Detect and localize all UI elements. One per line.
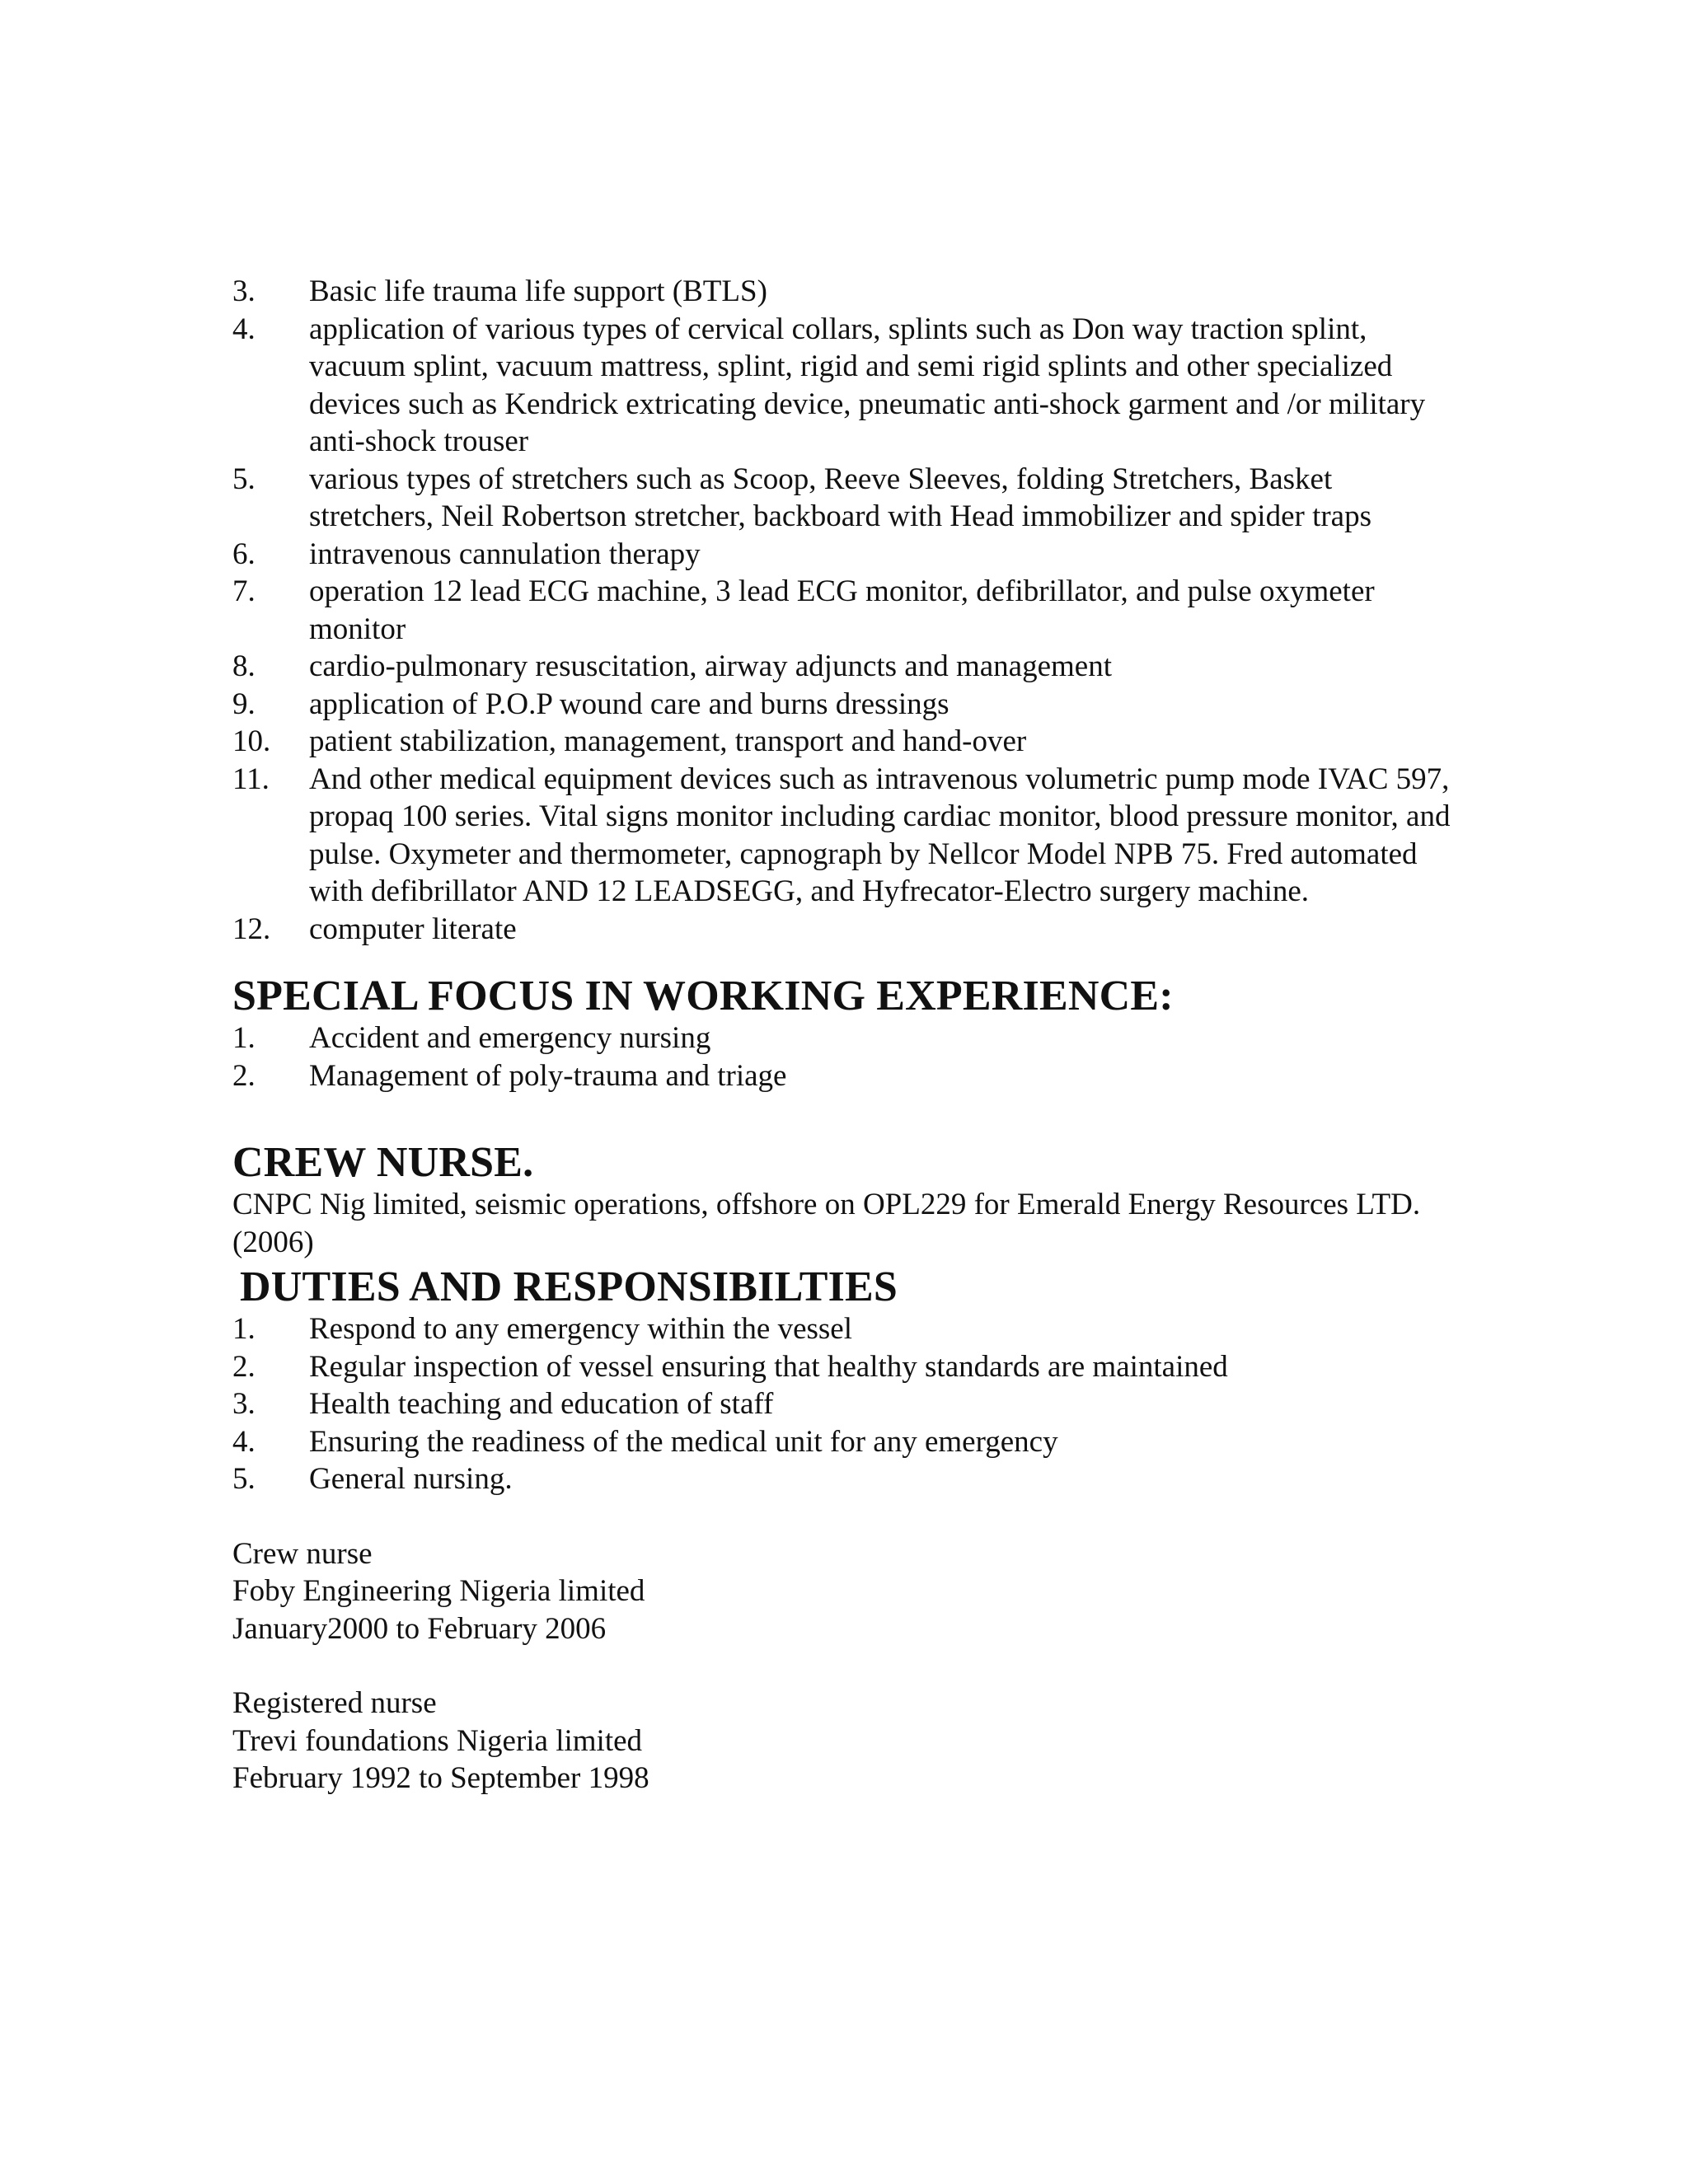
list-item-text: operation 12 lead ECG machine, 3 lead ECG monitor, defibrillator, and pulse oxymeter monitor <box>309 574 1375 646</box>
list-number: 5. <box>232 462 256 496</box>
list-number: 5. <box>232 1462 256 1496</box>
job-period: January2000 to February 2006 <box>232 1611 607 1646</box>
document-page <box>232 273 1452 1797</box>
crew-nurse-description: CNPC Nig limited, seismic operations, offshore on OPL229 for Emerald Energy Resources LTD. (2006) <box>232 1188 1421 1259</box>
list-item-text: And other medical equipment devices such as intravenous volumetric pump mode IVAC 597, propaq 100 series. Vital signs monitor including cardiac monitor, blood pressure monitor, and pulse. Oxymeter and thermometer, capnograph by Nellcor Model NPB 75. Fred automated with defibrillator AND 12 LEADSEGG, and Hyfrecator-Electro surgery machine. <box>309 762 1451 908</box>
list-number: 4. <box>232 1424 256 1459</box>
list-item <box>232 686 1452 724</box>
list-number: 10. <box>232 724 271 758</box>
job-company: Trevi foundations Nigeria limited <box>232 1723 643 1758</box>
list-item-text: application of various types of cervical collars, splints such as Don way traction splint, vacuum splint, vacuum mattress, splint, rigid and semi rigid splints and other specialized devices such as Kendrick extricating device, pneumatic anti-shock garment and /or military anti-shock trouser <box>309 312 1426 458</box>
list-number: 1. <box>232 1312 256 1346</box>
job-period: February 1992 to September 1998 <box>232 1761 649 1795</box>
focus-list <box>232 1019 1452 1094</box>
list-item-text: patient stabilization, management, transport and hand-over <box>309 724 1027 758</box>
list-number: 7. <box>232 574 256 608</box>
list-item-text: Management of poly-trauma and triage <box>309 1058 787 1093</box>
list-item-text: Regular inspection of vessel ensuring that healthy standards are maintained <box>309 1349 1228 1384</box>
list-item <box>232 1348 1452 1386</box>
list-number: 11. <box>232 762 270 796</box>
list-item-text: cardio-pulmonary resuscitation, airway adjuncts and management <box>309 649 1112 683</box>
list-item-text: computer literate <box>309 912 517 946</box>
list-item <box>232 311 1452 461</box>
job-title: Registered nurse <box>232 1686 437 1720</box>
duties-list <box>232 1310 1452 1498</box>
list-item-text: General nursing. <box>309 1462 513 1496</box>
list-number: 6. <box>232 537 256 571</box>
list-item-text: Respond to any emergency within the vessel <box>309 1312 853 1346</box>
list-item-text: intravenous cannulation therapy <box>309 537 701 571</box>
job-company: Foby Engineering Nigeria limited <box>232 1574 645 1608</box>
list-item <box>232 911 1452 949</box>
list-number: 2. <box>232 1058 256 1093</box>
list-item <box>232 461 1452 536</box>
list-item <box>232 273 1452 311</box>
crew-nurse-heading: CREW NURSE. <box>232 1139 534 1186</box>
list-number: 3. <box>232 1387 256 1421</box>
list-item <box>232 1423 1452 1461</box>
list-number: 8. <box>232 649 256 683</box>
list-item-text: various types of stretchers such as Scoop, Reeve Sleeves, folding Stretchers, Basket stretchers, Neil Robertson stretcher, backboard with Head immobilizer and spider traps <box>309 462 1372 533</box>
job-title: Crew nurse <box>232 1536 373 1571</box>
list-item-text: Accident and emergency nursing <box>309 1021 711 1055</box>
list-item <box>232 723 1452 761</box>
list-item <box>232 573 1452 648</box>
list-item <box>232 1057 1452 1095</box>
job-entry <box>232 1535 1452 1648</box>
list-item <box>232 536 1452 574</box>
list-item-text: Basic life trauma life support (BTLS) <box>309 274 767 308</box>
special-focus-heading: SPECIAL FOCUS IN WORKING EXPERIENCE: <box>232 972 1174 1019</box>
list-number: 2. <box>232 1349 256 1384</box>
list-number: 1. <box>232 1021 256 1055</box>
list-number: 4. <box>232 312 256 346</box>
skills-list <box>232 273 1452 948</box>
list-number: 3. <box>232 274 256 308</box>
list-number: 12. <box>232 912 271 946</box>
list-number: 9. <box>232 687 256 721</box>
list-item-text: Health teaching and education of staff <box>309 1387 774 1421</box>
list-item <box>232 761 1452 911</box>
list-item <box>232 1460 1452 1498</box>
list-item <box>232 1385 1452 1423</box>
list-item-text: Ensuring the readiness of the medical unit for any emergency <box>309 1424 1058 1459</box>
list-item <box>232 1310 1452 1348</box>
list-item <box>232 648 1452 686</box>
duties-heading: DUTIES AND RESPONSIBILTIES <box>240 1263 898 1310</box>
list-item <box>232 1019 1452 1057</box>
list-item-text: application of P.O.P wound care and burns dressings <box>309 687 950 721</box>
job-entry <box>232 1685 1452 1797</box>
